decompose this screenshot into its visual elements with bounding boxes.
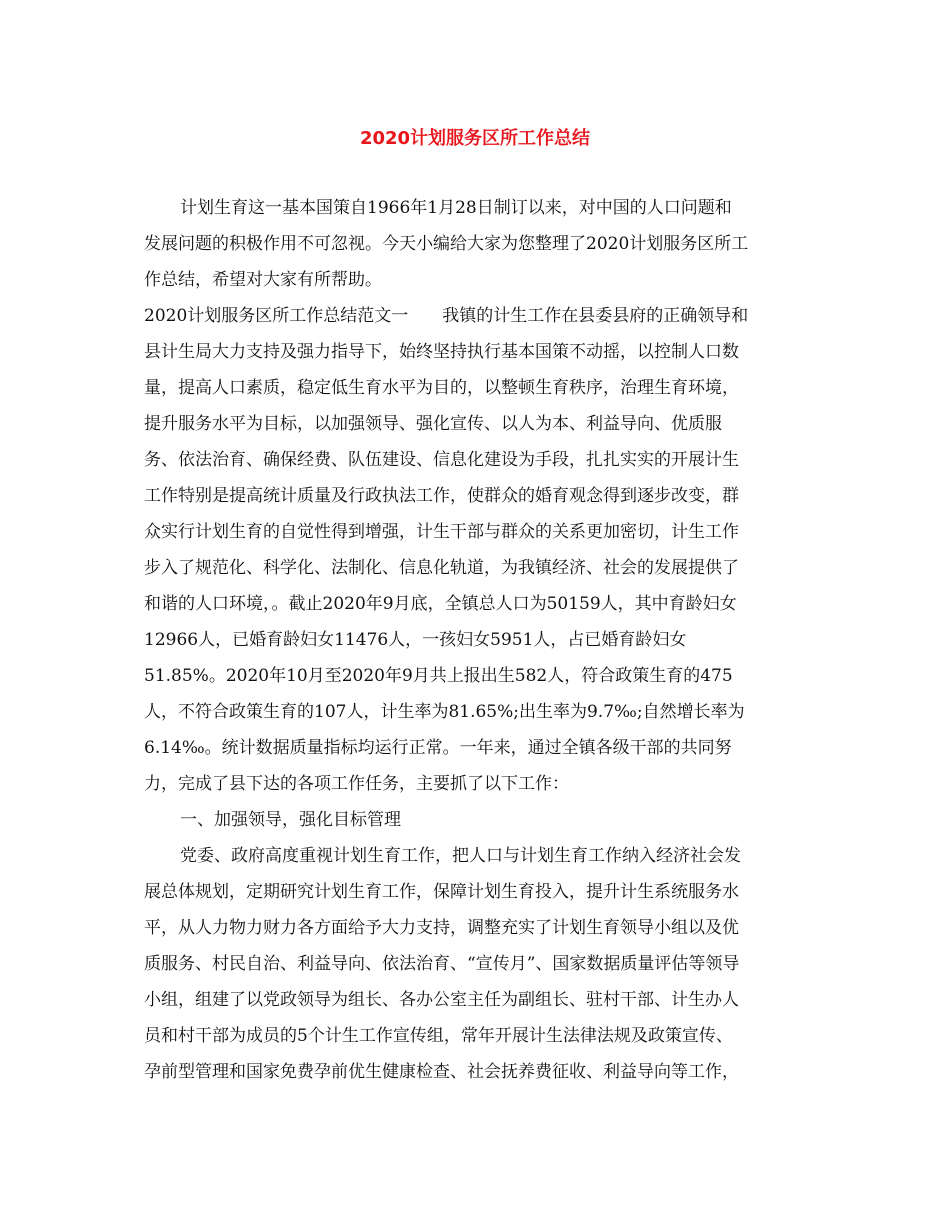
paragraph-line: 县计生局大力支持及强力指导下，始终坚持执行基本国策不动摇，以控制人口数 xyxy=(144,342,739,362)
paragraph-line: 2020计划服务区所工作总结范文一 我镇的计生工作在县委县府的正确领导和 xyxy=(144,306,749,326)
paragraph-line: 力，完成了县下达的各项工作任务，主要抓了以下工作： xyxy=(144,774,569,794)
paragraph-line: 12966人，已婚育龄妇女11476人，一孩妇女5951人，占已婚育龄妇女 xyxy=(144,630,687,650)
section-heading: 一、加强领导，强化目标管理 xyxy=(180,810,401,830)
paragraph-line: 步入了规范化、科学化、法制化、信息化轨道，为我镇经济、社会的发展提供了 xyxy=(144,558,739,578)
paragraph-line: 众实行计划生育的自觉性得到增强，计生干部与群众的关系更加密切，计生工作 xyxy=(144,522,739,542)
paragraph-line: 量，提高人口素质，稳定低生育水平为目的，以整顿生育秩序，治理生育环境， xyxy=(144,378,739,398)
paragraph-line: 和谐的人口环境，。截止2020年9月底，全镇总人口为50159人，其中育龄妇女 xyxy=(144,594,737,614)
paragraph-line: 工作特别是提高统计质量及行政执法工作，使群众的婚育观念得到逐步改变，群 xyxy=(144,486,739,506)
paragraph-line: 质服务、村民自治、利益导向、依法治育、“宣传月”、国家数据质量评估等领导 xyxy=(144,954,740,974)
paragraph-line: 孕前型管理和国家免费孕前优生健康检查、社会抚养费征收、利益导向等工作， xyxy=(144,1062,739,1082)
document-title: 2020计划服务区所工作总结 xyxy=(359,128,591,149)
paragraph-line: 6.14‰。统计数据质量指标均运行正常。一年来，通过全镇各级干部的共同努 xyxy=(144,738,732,758)
paragraph-line: 员和村干部为成员的5个计生工作宣传组，常年开展计生法律法规及政策宣传、 xyxy=(144,1026,733,1046)
paragraph-line: 展总体规划，定期研究计划生育工作，保障计划生育投入，提升计生系统服务水 xyxy=(144,882,739,902)
paragraph-line: 作总结，希望对大家有所帮助。 xyxy=(144,270,382,290)
paragraph-line: 提升服务水平为目标，以加强领导、强化宣传、以人为本、利益导向、优质服 xyxy=(144,414,722,434)
paragraph-line: 小组，组建了以党政领导为组长、各办公室主任为副组长、驻村干部、计生办人 xyxy=(144,990,739,1010)
paragraph-line: 发展问题的积极作用不可忽视。今天小编给大家为您整理了2020计划服务区所工 xyxy=(144,234,749,254)
paragraph-line: 党委、政府高度重视计划生育工作，把人口与计划生育工作纳入经济社会发 xyxy=(180,846,741,866)
paragraph-line: 51.85%。2020年10月至2020年9月共上报出生582人，符合政策生育的475 xyxy=(144,666,733,686)
paragraph-line: 平，从人力物力财力各方面给予大力支持，调整充实了计划生育领导小组以及优 xyxy=(144,918,739,938)
paragraph-line: 计划生育这一基本国策自1966年1月28日制订以来，对中国的人口问题和 xyxy=(180,198,732,218)
paragraph-line: 人，不符合政策生育的107人，计生率为81.65%;出生率为9.7‰;自然增长率为 xyxy=(144,702,745,722)
paragraph-line: 务、依法治育、确保经费、队伍建设、信息化建设为手段，扎扎实实的开展计生 xyxy=(144,450,739,470)
